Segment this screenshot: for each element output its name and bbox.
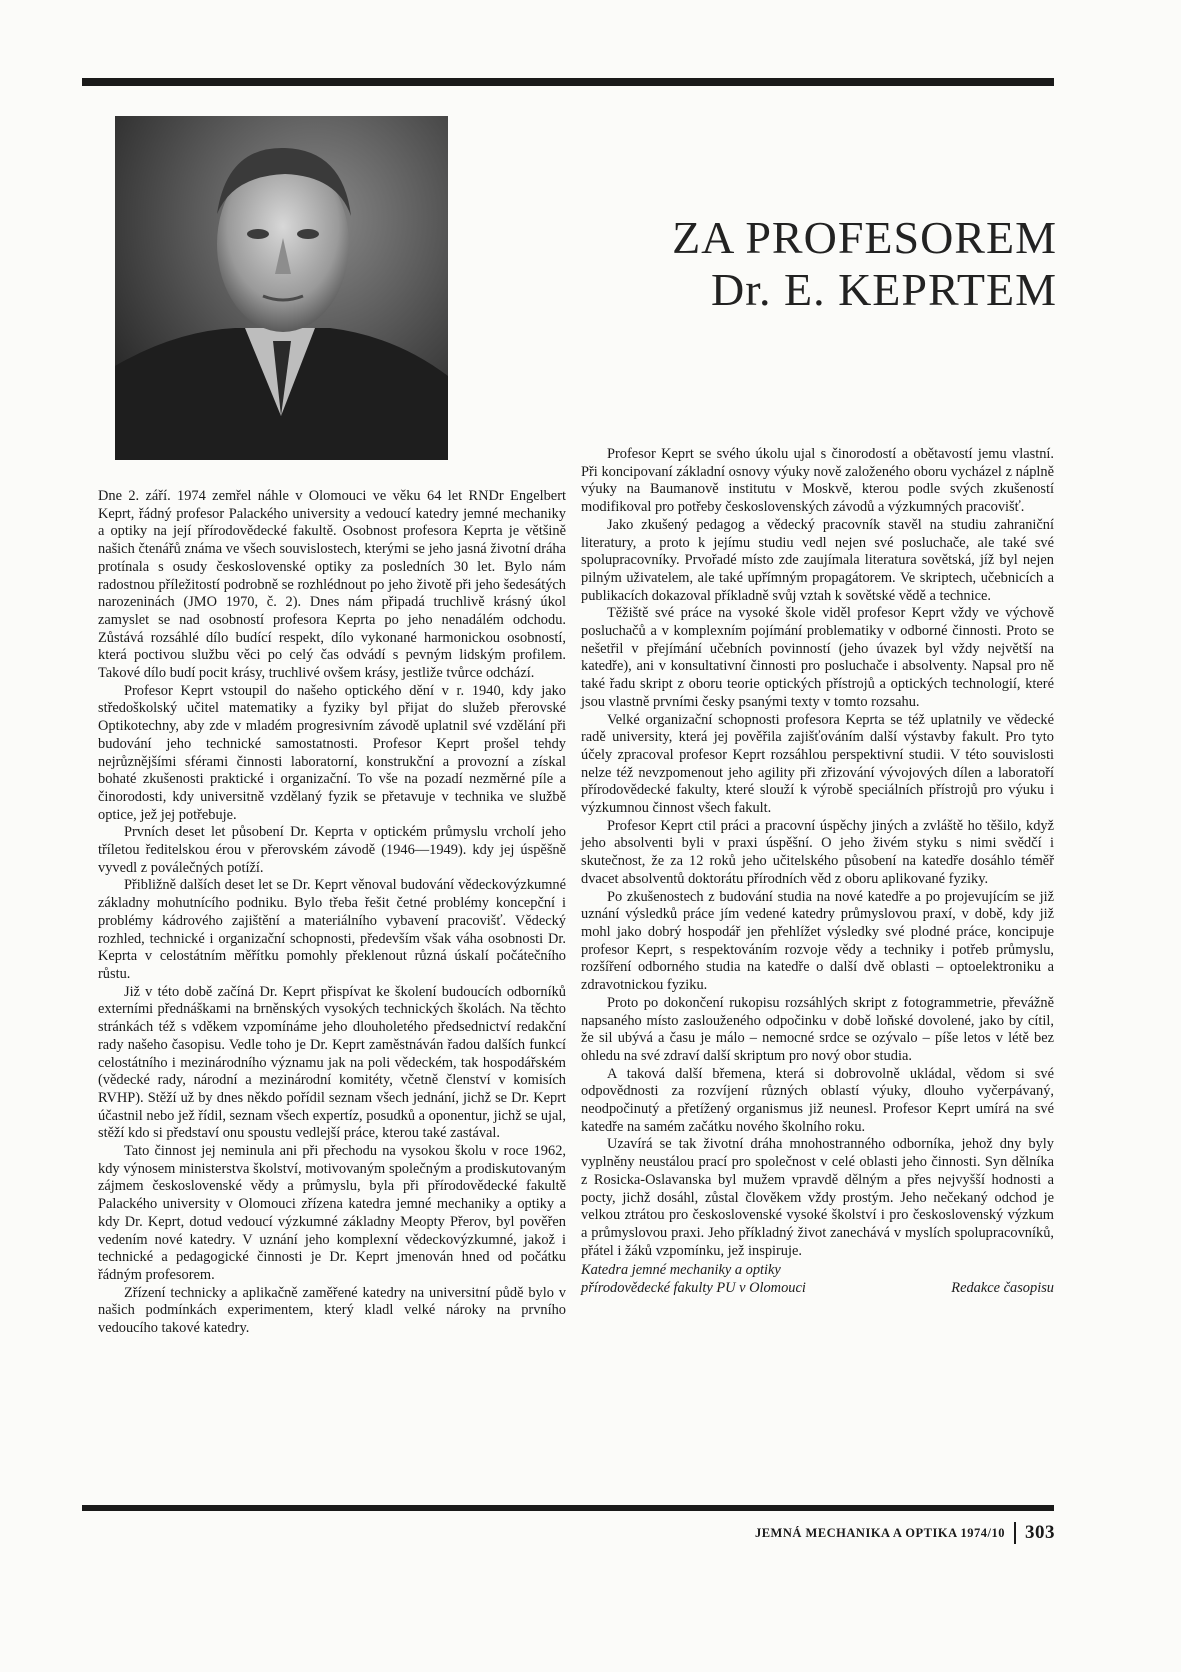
- paragraph: Velké organizační schopnosti profesora Keprta se též uplatnily ve vědecké radě university, která jej pověřila zajišťováním další výstavby fakult. Pro tyto účely zpracoval profesor Keprt rozsáhlou perspektivní studii. V této souvislosti nelze též nevzpomenout jeho agility při zřizování vývojových dílen a laboratoří přírodovědecké fakulty, které slouží k výrobě speciálních přístrojů pro výuku i výzkumnou činnost všech fakult.: [581, 711, 1054, 817]
- paragraph: Jako zkušený pedagog a vědecký pracovník stavěl na studiu zahraniční literatury, a proto k jejímu studiu vedl nejen své posluchače, ale také své spolupracovníky. Prvořadé místo zde zaujímala literatura sovětská, jíž byl nejen pilným uživatelem, ale také upřímným propagátorem. Ve skriptech, učebnicích a publikacích dokazoval příkladně svůj vztah k sovětské vědě a technice.: [581, 516, 1054, 604]
- paragraph: Profesor Keprt se svého úkolu ujal s činorodostí a obětavostí jemu vlastní. Při koncipovaní základní osnovy výuky nově založeného oboru vycházel z náplně výuky na Baumanově institutu v Moskvě, kterou podle svých zkušeností modifikoval pro potřeby československých závodů a výzkumných pracovišť.: [581, 446, 1054, 516]
- journal-name: JEMNÁ MECHANIKA A OPTIKA 1974/10: [754, 1525, 1005, 1540]
- paragraph: Dne 2. září. 1974 zemřel náhle v Olomouci ve věku 64 let RNDr Engelbert Keprt, řádný profesor Palackého university a vedoucí katedry jemné mechaniky a optiky na její přírodovědecké fakultě. Osobnost profesora Keprta je většině našich čtenářů známa ve všech souvislostech, kterými se jeho jasná životní dráha protínala s osudy československé optiky za posledních 30 let. Bylo nám radostnou příležitostí podrobně se rozhlédnout po jeho životě při jeho šedesátých narozeninách (JMO 1970, č. 2). Dnes nám připadá truchlivě krásný úkol zamyslet se nad osobností profesora Keprta po jeho nenadálém odchodu. Zůstává rozsáhlé dílo budící respekt, dílo vykonané harmonickou osobností, která poctivou službu věci po celý čas odvádí s pevným lidským profilem. Takové dílo budí pocit krásy, truchlivé ovšem krásy, jestliže tvůrce odchází.: [98, 488, 566, 682]
- left-column: [98, 488, 566, 1338]
- paragraph: Přibližně dalších deset let se Dr. Keprt věnoval budování vědeckovýzkumné základny mohutnícího podniku. Bylo třeba řešit četné problémy koncepční i problémy kádrového zajištění a materiálního vybavení pracovišť. Vědecký rozhled, technické i organizační schopnosti, především však váha osobnosti Dr. Keprta v celostátním měřítku pomohly překlenout různá úskalí počátečního růstu.: [98, 877, 566, 982]
- paragraph: Profesor Keprt ctil práci a pracovní úspěchy jiných a zvláště ho těšilo, když jeho absolventi byli v praxi úspěšní. O jeho živém styku s nimi svědčí i skutečnost, že za 12 roků jeho učitelského působení na katedře dosáhlo téměř dvacet absolventů doktorátu přírodních věd z oboru aplikované fyziky.: [581, 817, 1054, 887]
- footer-separator: [1014, 1522, 1016, 1544]
- right-column: [581, 446, 1054, 1298]
- portrait-image: [115, 116, 448, 460]
- page-number: 303: [1025, 1522, 1055, 1543]
- paragraph: Těžiště své práce na vysoké škole viděl profesor Keprt vždy ve výchově posluchačů a v komplexním pojímání problematiky v odborné činnosti. Proto se nešetřil v přejímání učebních povinností (jeho úvazek byl vždy největší na katedře), ani v konsultativní činnosti pro posluchače i absolventy. Napsal pro ně také řadu skript z oboru teorie optických přístrojů a optických technologií, které jsou vlastně prvními česky psanými texty v tomto rozsahu.: [581, 605, 1054, 710]
- paragraph: Proto po dokončení rukopisu rozsáhlých skript z fotogrammetrie, převážně napsaného místo zaslouženého odpočinku v době loňské dovolené, jako by cítil, že sil ubývá a času je málo – nemocné srdce se ozývalo – píše letos v létě bez ohledu na své zdraví další skriptum pro nový obor studia.: [581, 994, 1054, 1064]
- title-line-2: Dr. E. KEPRTEM: [710, 264, 1057, 315]
- top-rule: [82, 78, 1054, 86]
- signature-department: Katedra jemné mechaniky a optiky přírodovědecké fakulty PU v Olomouci: [581, 1262, 806, 1297]
- title-line-1: ZA PROFESOREM: [672, 212, 1057, 263]
- article-title: [672, 212, 1057, 316]
- paragraph: Uzavírá se tak životní dráha mnohostranného odborníka, jehož dny byly vyplněny neustálou prací pro společnost v celé oblasti jeho činnosti. Syn dělníka z Rosicka-Oslavanska byl mužem vpravdě dělným a přes nejvyšší hodnosti a pocty, jichž dosáhl, zůstal člověkem vždy prostým. Jeho nečekaný odchod je velkou ztrátou pro československé vysoké školství i pro československý výzkum a průmyslovou praxi. Jeho příkladný život zanechává v myslích spolupracovníků, přátel i žáků vzpomínku, jež inspiruje.: [581, 1136, 1054, 1259]
- paragraph: Zřízení technicky a aplikačně zaměřené katedry na universitní půdě bylo v našich podmínkách experimentem, který kladl velké nároky na prvního vedoucího takové katedry.: [98, 1284, 566, 1337]
- signature-block: [581, 1262, 1054, 1297]
- signature-editorial: Redakce časopisu: [951, 1280, 1054, 1297]
- paragraph: Prvních deset let působení Dr. Keprta v optickém průmyslu vrcholí jeho tříletou ředitelskou érou v přerovském závodě (1946—1949). kdy jej úspěšně vyvedl z poválečných potíží.: [98, 824, 566, 876]
- paragraph: Tato činnost jej neminula ani při přechodu na vysokou školu v roce 1962, kdy výnosem ministerstva školství, motivovaným společným a prodiskutovaným zájmem československé vědy a průmyslu, byla při přírodovědecké fakultě Palackého university v Olomouci zřízena katedra jemné mechaniky a optiky a kdy Dr. Keprt, dotud vedoucí výzkumné základny Meopty Přerov, byl pověřen vedením nové katedry. V uznání jeho komplexní vědeckovýzkumné, jakož i technické a pedagogické činnosti je Dr. Keprt jmenován hned od počátku řádným profesorem.: [98, 1143, 566, 1283]
- page-footer: [755, 1522, 1055, 1544]
- portrait-photo: [115, 116, 448, 460]
- paragraph: Již v této době začíná Dr. Keprt přispívat ke školení budoucích odborníků externími přednáškami na brněnských vysokých technických školách. Na těchto stránkách též s vděkem vzpomínáme jeho dlouholetého předsednictví redakční rady našeho časopisu. Vedle toho je Dr. Keprt zaměstnáván řadou dalších funkcí celostátního i mezinárodního významu jak na poli vědeckém, tak hospodářském (vědecké rady, národní a mezinárodní komitéty, včetně členství v komisích RVHP). Stěží už by dnes někdo pořídil seznam všech jednání, jichž se Dr. Keprt účastnil nebo jež řídil, seznam všech expertíz, posudků a oponentur, jichž se ujal, stěží kdo si představí onu spoustu vedlejší práce, kterou také zastával.: [98, 983, 566, 1142]
- paragraph: A taková další břemena, která si dobrovolně ukládal, vědom si své odpovědnosti za rozvíjení různých oblastí výuky, dlouho vyčerpávaný, neodpočinutý a přetížený organismus již neunesl. Profesor Keprt umírá na své katedře na samém začátku nového školního roku.: [581, 1065, 1054, 1135]
- paragraph: Po zkušenostech z budování studia na nové katedře a po projevujícím se již uznání výsledků práce jím vedené katedry průmyslovou praxí, v době, kdy již mohl jako dobrý hospodář jen přehlížet výsledky své plodné práce, koncipuje profesor Keprt, s respektováním rozvoje vědy a techniky i potřeb průmyslu, rozšíření odborného studia na katedře o další dvě oblasti – optoelektroniku a zdravotnickou fyziku.: [581, 888, 1054, 994]
- bottom-rule: [82, 1505, 1054, 1511]
- paragraph: Profesor Keprt vstoupil do našeho optického dění v r. 1940, kdy jako středoškolský učitel matematiky a fyziky byl přijat do služeb přerovské Optikotechny, aby zde v mladém progresivním závodě uplatnil své vzdělání při budování jeho technické samostatnosti. Profesor Keprt prošel tehdy nejrůznějšími sférami činnosti laboratorní, konstrukční a provozní a získal bohaté zkušenosti praktické i organizační. To vše na pozadí nezměrné píle a činorodosti, kdy universitně vzdělaný fyzik se přetavuje v technika ve službě optice, jež jej potřebuje.: [98, 682, 566, 823]
